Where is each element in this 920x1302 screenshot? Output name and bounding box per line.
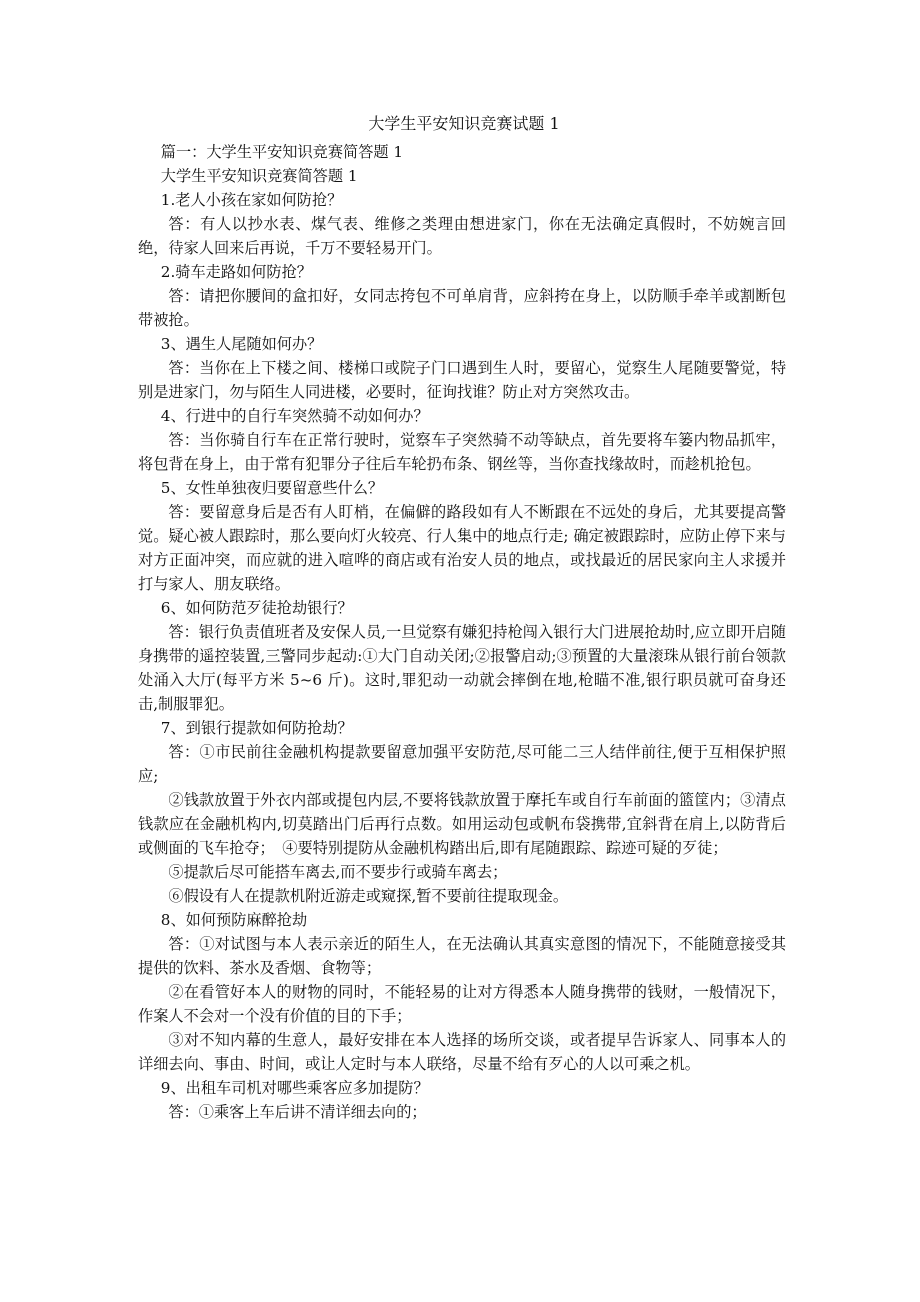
- answer-paragraph: 答：①乘客上车后讲不清详细去向的；: [168, 1103, 427, 1121]
- question-heading: 篇一：大学生平安知识竞赛简答题 1: [160, 143, 404, 161]
- answer-paragraph: 答：①市民前往金融机构提款要留意加强平安防范,尽可能二三人结伴前往,便于互相保护照应;: [138, 743, 786, 785]
- answer-paragraph: 答：①对试图与本人表示亲近的陌生人，在无法确认其真实意图的情况下，不能随意接受其提供的饮料、茶水及香烟、食物等；: [138, 935, 786, 977]
- answer-paragraph: ⑥假设有人在提款机附近游走或窥探,暂不要前往提取现金。: [168, 887, 569, 905]
- question-heading: 大学生平安知识竞赛简答题 1: [160, 167, 358, 185]
- answer-paragraph: ⑤提款后尽可能搭车离去,而不要步行或骑车离去；: [168, 863, 508, 881]
- answer-paragraph: ③对不知内幕的生意人，最好安排在本人选择的场所交谈，或者提早告诉家人、同事本人的详细去向、事由、时间，或让人定时与本人联络，尽量不给有歹心的人以可乘之机。: [138, 1031, 786, 1073]
- answer-paragraph: 答：银行负责值班者及安保人员,一旦觉察有嫌犯持枪闯入银行大门进展抢劫时,应立即开启随身携带的遥控装置,三警同步起动:①大门自动关闭;②报警启动;③预置的大量滚珠从银行前台领款处涌入大厅(每平方米 5~6 斤)。这时,罪犯动一动就会摔倒在地,枪瞄不准,银行职员就可奋身还击,制服罪犯。: [138, 623, 786, 713]
- answer-paragraph: 答：请把你腰间的盒扣好，女同志挎包不可单肩背，应斜挎在身上，以防顺手牵羊或割断包带被抢。: [138, 287, 786, 329]
- answer-paragraph: 答：要留意身后是否有人盯梢，在偏僻的路段如有人不断跟在不远处的身后，尤其要提高警觉。疑心被人跟踪时，那么要向灯火较亮、行人集中的地点行走; 确定被跟踪时，应防止停下来与对方正面冲突，而应就的进入喧哗的商店或有治安人员的地点，或找最近的居民家向主人求援并打与家人、朋友联络。: [138, 503, 786, 593]
- question-heading: 1.老人小孩在家如何防抢？: [160, 191, 343, 209]
- answer-paragraph: ②在看管好本人的财物的同时，不能轻易的让对方得悉本人随身携带的钱财，一般情况下，作案人不会对一个没有价值的目的下手；: [138, 983, 786, 1025]
- question-heading: 3、遇生人尾随如何办？: [160, 335, 323, 353]
- question-heading: 4、行进中的自行车突然骑不动如何办？: [160, 407, 429, 425]
- answer-paragraph: 答：当你骑自行车在正常行驶时，觉察车子突然骑不动等缺点，首先要将车篓内物品抓牢，将包背在身上，由于常有犯罪分子往后车轮扔布条、钢丝等，当你查找缘故时，而趁机抢包。: [138, 431, 786, 473]
- question-heading: 7、到银行提款如何防抢劫？: [160, 719, 353, 737]
- question-heading: 2.骑车走路如何防抢？: [160, 263, 312, 281]
- answer-paragraph: 答：当你在上下楼之间、楼梯口或院子门口遇到生人时，要留心，觉察生人尾随要警觉，特别是进家门，勿与陌生人同进楼，必要时，征询找谁？防止对方突然攻击。: [138, 359, 786, 401]
- question-heading: 5、女性单独夜归要留意些什么？: [160, 479, 384, 497]
- answer-paragraph: 答：有人以抄水表、煤气表、维修之类理由想进家门，你在无法确定真假时，不妨婉言回绝，待家人回来后再说，千万不要轻易开门。: [138, 215, 786, 257]
- question-heading: 9、出租车司机对哪些乘客应多加提防？: [160, 1079, 429, 1097]
- document-title: 大学生平安知识竞赛试题 1: [368, 114, 560, 133]
- document-body: [138, 140, 786, 1124]
- answer-paragraph: ②钱款放置于外衣内部或提包内层,不要将钱款放置于摩托车或自行车前面的篮筐内；③清点钱款应在金融机构内,切莫踏出门后再行点数。如用运动包或帆布袋携带,宜斜背在肩上,以防背后或侧面的飞车抢夺； ④要特别提防从金融机构踏出后,即有尾随跟踪、踪迹可疑的歹徒；: [138, 791, 786, 857]
- question-heading: 8、如何预防麻醉抢劫: [160, 911, 308, 929]
- question-heading: 6、如何防范歹徒抢劫银行？: [160, 599, 353, 617]
- document-page: [138, 112, 786, 1124]
